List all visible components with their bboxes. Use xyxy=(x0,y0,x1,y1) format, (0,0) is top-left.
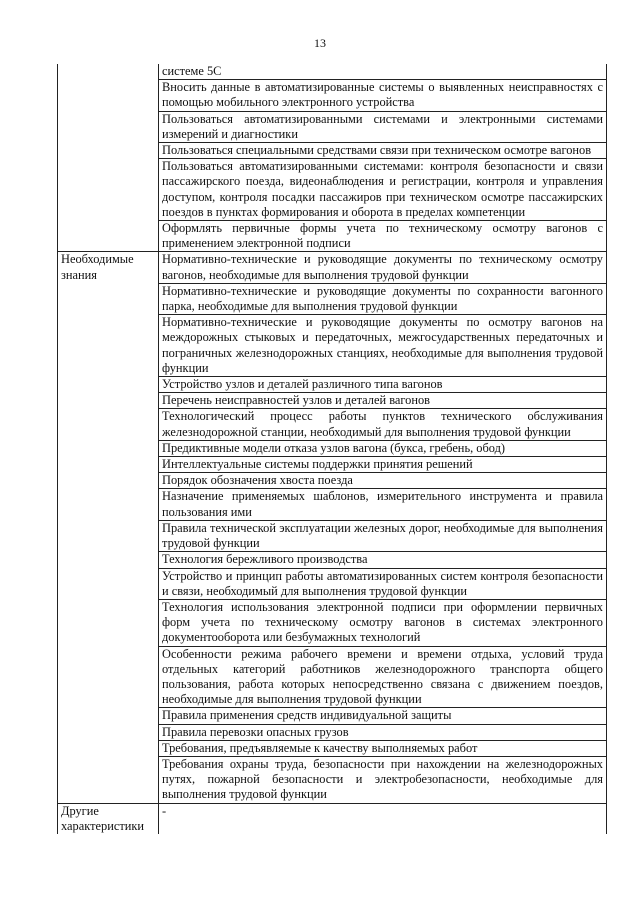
knowledge-item: Технология использования электронной подписи при оформлении первичных форм учета по техническому осмотру вагонов в системах электронного документооборота или безбумажных технологий xyxy=(159,599,607,646)
other-section-value: - xyxy=(159,803,607,834)
knowledge-item: Правила перевозки опасных грузов xyxy=(159,724,607,740)
knowledge-item: Устройство и принцип работы автоматизированных систем контроля безопасности и связи, необходимый для выполнения трудовой функции xyxy=(159,568,607,599)
skill-item: Оформлять первичные формы учета по техническому осмотру вагонов с применением электронной подписи xyxy=(159,221,607,252)
knowledge-item: Правила применения средств индивидуальной защиты xyxy=(159,708,607,724)
table-row xyxy=(58,252,607,283)
knowledge-item: Требования, предъявляемые к качеству выполняемых работ xyxy=(159,740,607,756)
knowledge-item: Нормативно-технические и руководящие документы по техническому осмотру вагонов, необходимые для выполнения трудовой функции xyxy=(159,252,607,283)
competency-table xyxy=(57,64,607,834)
knowledge-item: Технология бережливого производства xyxy=(159,552,607,568)
continued-section-label xyxy=(58,64,159,252)
knowledge-section-label: Необходимые знания xyxy=(58,252,159,803)
skill-item: Пользоваться специальными средствами связи при техническом осмотре вагонов xyxy=(159,143,607,159)
knowledge-item: Правила технической эксплуатации железных дорог, необходимые для выполнения трудовой функции xyxy=(159,520,607,551)
knowledge-item: Технологический процесс работы пунктов технического обслуживания железнодорожной станции, необходимый для выполнения трудовой функции xyxy=(159,409,607,440)
skill-item: системе 5С xyxy=(159,64,607,80)
knowledge-item: Нормативно-технические и руководящие документы по осмотру вагонов на междорожных стыковых и передаточных, межгосударственных передаточных и пограничных железнодорожных станциях, необходимые для выполнения трудовой функции xyxy=(159,315,607,377)
skill-item: Вносить данные в автоматизированные системы о выявленных неисправностях с помощью мобильного электронного устройства xyxy=(159,80,607,111)
competency-table-body xyxy=(58,64,607,834)
skill-item: Пользоваться автоматизированными системами и электронными системами измерений и диагностики xyxy=(159,111,607,142)
table-row xyxy=(58,803,607,834)
table-row xyxy=(58,64,607,80)
knowledge-item: Особенности режима рабочего времени и времени отдыха, условий труда отдельных категорий работников железнодорожного транспорта общего пользования, работа которых непосредственно связана с движением поездов, необходимые для выполнения трудовой функции xyxy=(159,646,607,708)
knowledge-item: Требования охраны труда, безопасности при нахождении на железнодорожных путях, пожарной безопасности и электробезопасности, необходимые для выполнения трудовой функции xyxy=(159,756,607,803)
skill-item: Пользоваться автоматизированными системами: контроля безопасности и связи пассажирского поезда, видеонаблюдения и регистрации, контроля и управления доступом, контроля посадки пассажиров при техническом осмотре пассажирских поездов в пунктах формирования и оборота в пределах компетенции xyxy=(159,159,607,221)
knowledge-item: Устройство узлов и деталей различного типа вагонов xyxy=(159,377,607,393)
knowledge-item: Порядок обозначения хвоста поезда xyxy=(159,473,607,489)
knowledge-item: Нормативно-технические и руководящие документы по сохранности вагонного парка, необходимые для выполнения трудовой функции xyxy=(159,283,607,314)
other-section-label: Другие характеристики xyxy=(58,803,159,834)
knowledge-item: Предиктивные модели отказа узлов вагона (букса, гребень, обод) xyxy=(159,440,607,456)
page-number: 13 xyxy=(314,36,326,50)
knowledge-item: Интеллектуальные системы поддержки принятия решений xyxy=(159,457,607,473)
knowledge-item: Назначение применяемых шаблонов, измерительного инструмента и правила пользования ими xyxy=(159,489,607,520)
knowledge-item: Перечень неисправностей узлов и деталей вагонов xyxy=(159,393,607,409)
